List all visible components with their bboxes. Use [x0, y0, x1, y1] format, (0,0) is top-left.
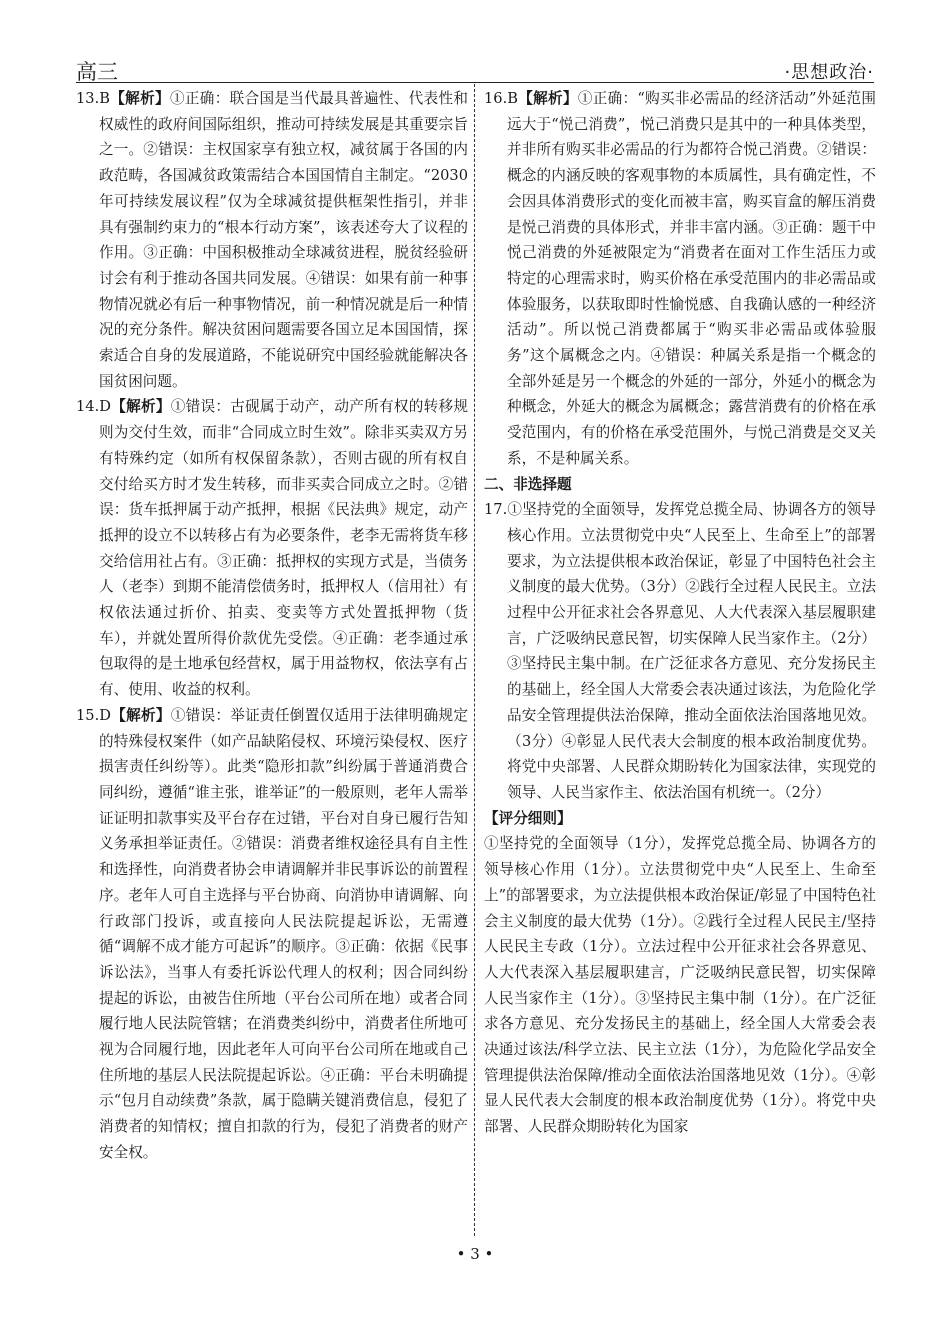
subject-label: ·思想政治·	[784, 62, 874, 83]
analysis-tag: 【解析】	[110, 398, 171, 416]
page-number: • 3 •	[456, 1245, 494, 1263]
answer-16	[484, 86, 876, 472]
answer-13	[76, 86, 468, 394]
rubric-text: ①坚持党的全面领导（1分），发挥党总揽全局、协调各方的领导核心作用（1分）。立法贯彻党中央“人民至上、生命至上”的部署要求，为立法提供根本政治保证/彰显了中国特色社会主义制度的最大优势（1分）。②践行全过程人民民主/坚持人民民主专政（1分）。立法过程中公开征求社会各界意见、人大代表深入基层履职建言，广泛吸纳民意民智，切实保障人民当家作主（1分）。③坚持民主集中制（1分）。在广泛征求各方意见、充分发扬民主的基础上，经全国人大常委会表决通过该法/科学立法、民主立法（1分），为危险化学品安全管理提供法治保障/推动全面依法治国落地见效（1分）。④彰显人民代表大会制度的根本政治制度优势（1分）。将党中央部署、人民群众期盼转化为国家	[484, 835, 876, 1136]
right-column	[484, 86, 876, 1140]
answer-16-label: 16.B	[484, 90, 518, 107]
answer-13-label: 13.B	[76, 90, 110, 107]
left-column	[76, 86, 468, 1166]
answer-15-text: ①错误：举证责任倒置仅适用于法律明确规定的特殊侵权案件（如产品缺陷侵权、环境污染侵权、医疗损害责任纠纷等）。此类“隐形扣款”纠纷属于普通消费合同纠纷，遵循“谁主张，谁举证”的一般原则，老年人需举证证明扣款事实及平台存在过错，平台对自身已履行告知义务承担举证责任。②错误：消费者维权途径具有自主性和选择性，向消费者协会申请调解并非民事诉讼的前置程序。老年人可自主选择与平台协商、向消协申请调解、向行政部门投诉，或直接向人民法院提起诉讼，无需遵循“调解不成才能方可起诉”的顺序。③正确：依据《民事诉讼法》，当事人有委托诉讼代理人的权利；因合同纠纷提起的诉讼，由被告住所地（平台公司所在地）或者合同履行地人民法院管辖；在消费类纠纷中，消费者住所地可视为合同履行地，因此老年人可向平台公司所在地或自己住所地的基层人民法院提起诉讼。④正确：平台未明确提示“包月自动续费”条款，属于隐瞒关键消费信息，侵犯了消费者的知情权；擅自扣款的行为，侵犯了消费者的财产安全权。	[99, 706, 468, 1161]
answer-17-label: 17.	[484, 501, 508, 519]
answer-17	[484, 497, 876, 805]
analysis-tag: 【解析】	[517, 90, 578, 107]
answer-14	[76, 394, 468, 702]
answer-17-text: ①坚持党的全面领导，发挥党总揽全局、协调各方的领导核心作用。立法贯彻党中央“人民至上、生命至上”的部署要求，为立法提供根本政治保证，彰显了中国特色社会主义制度的最大优势。（3分）②践行全过程人民民主。立法过程中公开征求社会各界意见、人大代表深入基层履职建言，广泛吸纳民意民智，切实保障人民当家作主。（2分）③坚持民主集中制。在广泛征求各方意见、充分发扬民主的基础上，经全国人大常委会表决通过该法，为危险化学品安全管理提供法治保障，推动全面依法治国落地见效。（3分）④彰显人民代表大会制度的根本政治制度优势。将党中央部署、人民群众期盼转化为国家法律，实现党的领导、人民当家作主、依法治国有机统一。（2分）	[507, 501, 876, 801]
header-rule	[76, 82, 874, 83]
analysis-tag: 【解析】	[110, 706, 171, 724]
answer-15-label: 15.D	[76, 706, 111, 724]
page-header	[76, 46, 874, 82]
answer-15	[76, 703, 468, 1166]
grade-label: 高三	[76, 60, 118, 84]
answer-14-text: ①错误：古砚属于动产，动产所有权的转移规则为交付生效，而非“合同成立时生效”。除非买卖双方另有特殊约定（如所有权保留条款），否则古砚的所有权自交付给买方时才发生转移，而非买卖合同成立之时。②错误：货车抵押属于动产抵押，根据《民法典》规定，动产抵押的设立不以转移占有为必要条件，老李无需将货车移交给信用社占有。③正确：抵押权的实现方式是，当债务人（老李）到期不能清偿债务时，抵押权人（信用社）有权依法通过折价、拍卖、变卖等方式处置抵押物（货车），并就处置所得价款优先受偿。④正确：老李通过承包取得的是土地承包经营权，属于用益物权，依法享有占有、使用、收益的权利。	[99, 398, 468, 699]
analysis-tag: 【解析】	[109, 90, 170, 107]
answer-13-text: ①正确：联合国是当代最具普遍性、代表性和权威性的政府间国际组织，推动可持续发展是其重要宗旨之一。②错误：主权国家享有独立权，减贫属于各国的内政范畴，各国减贫政策需结合本国国情自主制定。“2030年可持续发展议程”仅为全球减贫提供框架性指引，并非具有强制约束力的“根本行动方案”，该表述夸大了议程的作用。③正确：中国积极推动全球减贫进程，脱贫经验研讨会有利于推动各国共同发展。④错误：如果有前一种事物情况就必有后一种事物情况，前一种情况就是后一种情况的充分条件。解决贫困问题需要各国立足本国国情，探索适合自身的发展道路，不能说研究中国经验就能解决各国贫困问题。	[99, 90, 468, 390]
column-divider	[474, 84, 475, 1236]
answer-14-label: 14.D	[76, 398, 111, 416]
answer-16-text: ①正确：“购买非必需品的经济活动”外延范围远大于“悦己消费”，悦己消费只是其中的一种具体类型，并非所有购买非必需品的行为都符合悦己消费。②错误：概念的内涵反映的客观事物的本质属性，具有确定性，不会因具体消费形式的变化而被丰富，购买盲盒的解压消费是悦己消费的具体形式，并非丰富内涵。③正确：题干中悦己消费的外延被限定为“消费者在面对工作生活压力或特定的心理需求时，购买价格在承受范围内的非必需品或体验服务，以获取即时性愉悦感、自我确认感的一种经济活动”。所以悦己消费都属于“购买非必需品或体验服务”这个属概念之内。④错误：种属关系是指一个概念的全部外延是另一个概念的外延的一部分，外延小的概念为种概念，外延大的概念为属概念；露营消费有的价格在承受范围内，有的价格在承受范围外，与悦己消费是交叉关系，不是种属关系。	[507, 90, 876, 467]
section-title: 二、非选择题	[484, 475, 572, 493]
rubric-title: 【评分细则】	[484, 809, 572, 827]
